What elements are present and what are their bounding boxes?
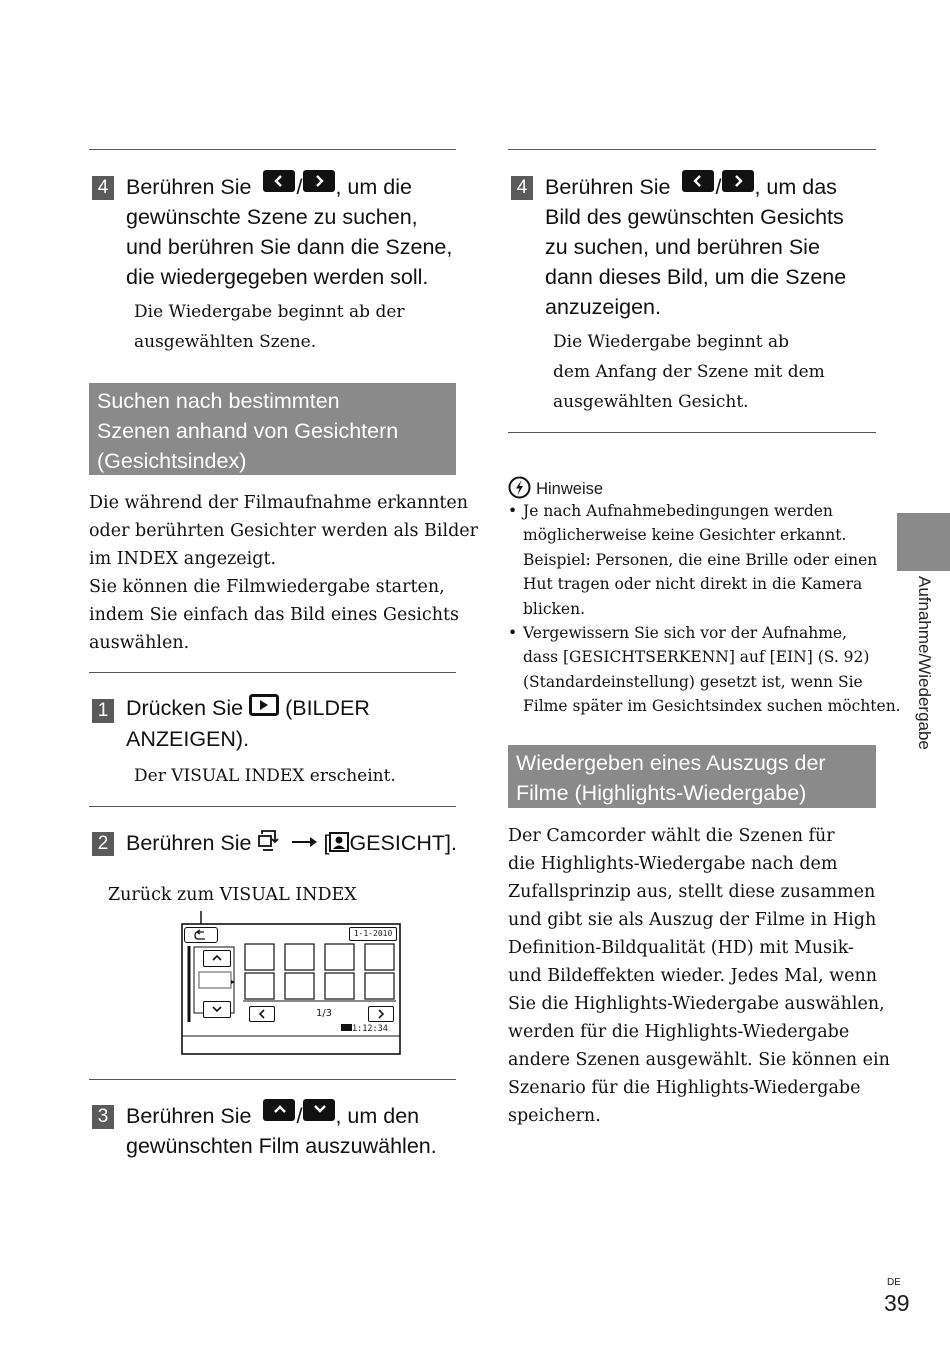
date-label: 1-1-2010 xyxy=(349,927,397,941)
step-3-line-1a: Berühren Sie xyxy=(126,1104,252,1128)
heading-line: Szenen anhand von Gesichtern xyxy=(97,419,399,443)
step-2-line-1a: Berühren Sie xyxy=(126,831,252,855)
chevron-left-icon xyxy=(263,170,295,192)
switch-index-icon xyxy=(257,830,281,860)
scroll-down-button[interactable] xyxy=(203,1001,231,1018)
face-icon xyxy=(329,830,349,860)
note-item-line: Beispiel: Personen, die eine Brille oder einen xyxy=(523,550,878,569)
chapter-label: Aufnahme/Wiedergabe xyxy=(915,576,934,750)
chevron-right-icon xyxy=(722,170,754,192)
notes-list xyxy=(508,499,901,719)
step-2-text xyxy=(126,826,457,860)
step-number-4-left: 4 xyxy=(92,176,114,200)
body-line: Der Camcorder wählt die Szenen für xyxy=(508,826,835,846)
step-4-left-line-3: und berühren Sie dann die Szene, xyxy=(126,235,453,259)
face-index-intro xyxy=(89,489,478,657)
chevron-right-icon xyxy=(303,170,335,192)
step-4-right-line-3: zu suchen, und berühren Sie xyxy=(545,235,820,259)
language-code: DE xyxy=(887,1277,901,1288)
step-1-note: Der VISUAL INDEX erscheint. xyxy=(134,766,396,786)
step-4-left-line-1a: Berühren Sie xyxy=(126,175,252,199)
note-item-line: Filme später im Gesichtsindex suchen möchten. xyxy=(523,697,901,716)
step-3-line-2: gewünschten Film auszuwählen. xyxy=(126,1134,437,1158)
note-item xyxy=(508,499,901,621)
body-line: die Highlights-Wiedergabe nach dem xyxy=(508,854,838,874)
intro-line: Sie können die Filmwiedergabe starten, xyxy=(89,577,445,597)
step-4-left-line-1b: , um die xyxy=(335,175,412,199)
heading-line: (Gesichtsindex) xyxy=(97,449,247,473)
heading-line: Suchen nach bestimmten xyxy=(97,389,340,413)
intro-line: Die während der Filmaufnahme erkannten xyxy=(89,493,469,513)
chevron-up-icon xyxy=(263,1099,295,1121)
rule-before-step-1 xyxy=(89,672,456,673)
view-images-icon xyxy=(249,694,279,724)
rule-before-step-2 xyxy=(89,806,456,807)
step-4-right-line-4: dann dieses Bild, um die Szene xyxy=(545,265,847,289)
note-line: Die Wiedergabe beginnt ab der xyxy=(134,302,405,322)
rule-top-left xyxy=(89,149,456,150)
step-4-left-line-2: gewünschte Szene zu suchen, xyxy=(126,205,418,229)
next-page-button[interactable] xyxy=(368,1006,394,1022)
step-4-right-line-5: anzuzeigen. xyxy=(545,295,661,319)
note-item-line: • Je nach Aufnahmebedingungen werden xyxy=(523,502,833,520)
body-line: werden für die Highlights-Wiedergabe xyxy=(508,1022,850,1042)
step-4-right-line-2: Bild des gewünschten Gesichts xyxy=(545,205,844,229)
step-4-right-line-1a: Berühren Sie xyxy=(545,175,671,199)
step-4-right-line-1b: , um das xyxy=(754,175,837,199)
scroll-up-button[interactable] xyxy=(203,950,231,967)
intro-line: oder berührten Gesichter werden als Bilder xyxy=(89,521,479,541)
film-counter xyxy=(341,1023,388,1035)
note-item-line: (Standardeinstellung) gesetzt ist, wenn Sie xyxy=(523,672,863,691)
notes-header xyxy=(508,476,603,500)
step-4-right-text: Berühren Sie / , um das Bild des gewünschten Gesichts zu suchen, und berühren Sie dann dieses Bild, um die Szene anzuzeigen. xyxy=(545,170,846,322)
note-line: dem Anfang der Szene mit dem xyxy=(553,362,825,382)
step-number-3: 3 xyxy=(92,1105,114,1129)
figure-caption: Zurück zum VISUAL INDEX xyxy=(108,885,357,905)
note-item-line: möglicherweise keine Gesichter erkannt. xyxy=(523,526,847,545)
note-line: ausgewählten Gesicht. xyxy=(553,392,749,412)
step-number-4-right: 4 xyxy=(511,176,533,200)
step-1-line-1b: (BILDER xyxy=(285,696,370,720)
rule-after-step-4-right xyxy=(508,432,876,433)
note-line: Die Wiedergabe beginnt ab xyxy=(553,332,790,352)
highlights-body xyxy=(508,822,890,1130)
chapter-side-tab xyxy=(897,513,950,571)
body-line: andere Szenen ausgewählt. Sie können ein xyxy=(508,1050,890,1070)
page-indicator: 1/3 xyxy=(315,1008,333,1019)
step-1-line-1a: Drücken Sie xyxy=(126,696,244,720)
step-1-text xyxy=(126,693,370,754)
note-line: ausgewählten Szene. xyxy=(134,332,317,352)
note-item-line: Hut tragen oder nicht direkt in die Kamera xyxy=(523,575,863,594)
body-line: Zufallsprinzip aus, stellt diese zusammen xyxy=(508,882,876,902)
step-3-line-1b: , um den xyxy=(335,1104,420,1128)
step-2-line-1b: [ xyxy=(323,831,330,855)
visual-index-figure xyxy=(181,910,403,1056)
prev-page-button[interactable] xyxy=(249,1006,275,1022)
step-4-left-line-4: die wiedergegeben werden soll. xyxy=(126,265,429,289)
body-line: und Bildeffekten wieder. Jedes Mal, wenn xyxy=(508,966,878,986)
step-number-1: 1 xyxy=(92,699,114,723)
note-item-line: • Vergewissern Sie sich vor der Aufnahme, xyxy=(523,624,848,643)
chevron-down-icon xyxy=(303,1099,335,1121)
step-3-text: Berühren Sie / , um den gewünschten Film auszuwählen. xyxy=(126,1099,437,1161)
chevron-left-icon xyxy=(682,170,714,192)
body-line: Definition-Bildqualität (HD) mit Musik- xyxy=(508,938,854,958)
film-time: 1:12:34 xyxy=(352,1024,388,1034)
body-line: Szenario für die Highlights-Wiedergabe xyxy=(508,1078,861,1098)
film-icon xyxy=(341,1024,352,1031)
step-4-right-note xyxy=(553,327,825,417)
back-to-visual-index-button[interactable] xyxy=(184,927,218,943)
step-4-left-text: Berühren Sie / , um die gewünschte Szene zu suchen, und berühren Sie dann die Szene, die wiedergegeben werden soll. xyxy=(126,170,452,292)
intro-line: auswählen. xyxy=(89,633,190,653)
step-4-left-note xyxy=(134,297,405,357)
note-item-line: blicken. xyxy=(523,599,585,618)
step-number-2: 2 xyxy=(92,832,114,856)
arrow-right-icon xyxy=(291,826,319,856)
step-2-line-1c: GESICHT]. xyxy=(349,831,457,855)
rule-top-right xyxy=(508,149,876,150)
rule-before-step-3 xyxy=(89,1079,456,1080)
body-line: und gibt sie als Auszug der Filme in High xyxy=(508,910,877,930)
section-heading-face-index xyxy=(89,383,456,475)
heading-line: Wiedergeben eines Auszugs der xyxy=(516,751,826,775)
intro-line: im INDEX angezeigt. xyxy=(89,549,277,569)
step-1-line-2: ANZEIGEN). xyxy=(126,727,250,751)
body-line: Sie die Highlights-Wiedergabe auswählen, xyxy=(508,994,885,1014)
notes-title: Hinweise xyxy=(536,480,604,498)
intro-line: indem Sie einfach das Bild eines Gesichts xyxy=(89,605,459,625)
page-number: 39 xyxy=(884,1290,910,1316)
body-line: speichern. xyxy=(508,1106,601,1126)
note-item-line: dass [GESICHTSERKENN] auf [EIN] (S. 92) xyxy=(523,648,870,667)
section-heading-highlights xyxy=(508,745,876,808)
heading-line: Filme (Highlights-Wiedergabe) xyxy=(516,781,807,805)
note-item xyxy=(508,621,901,719)
